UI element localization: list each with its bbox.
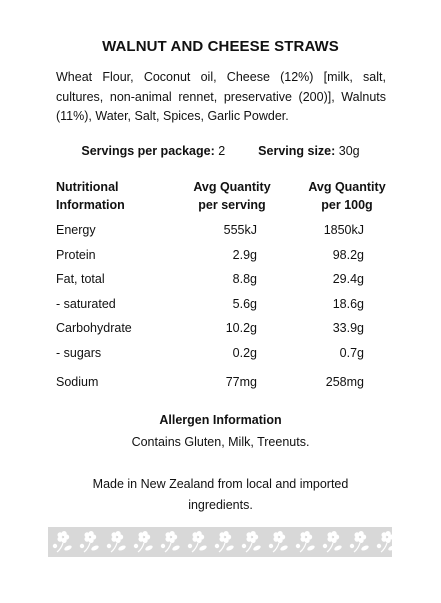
nutrient-per-100g: 18.6g — [332, 296, 364, 311]
nutrition-row-sodium — [56, 370, 396, 395]
flower-icon — [323, 531, 343, 552]
flower-icon — [215, 531, 235, 552]
nutrition-header — [56, 178, 396, 218]
allergen-text: Contains Gluten, Milk, Treenuts. — [131, 435, 310, 449]
nutrient-per-serving: 10.2g — [225, 321, 257, 335]
nutrient-per-serving: 0.2g — [232, 345, 257, 360]
header-per-100g: Avg Quantity per 100g — [308, 180, 386, 212]
nutrient-per-serving: 77mg — [225, 375, 257, 389]
nutrition-row-protein — [56, 243, 396, 268]
nutrition-table — [56, 178, 396, 395]
nutrient-per-serving: 555kJ — [223, 223, 257, 237]
flower-icon — [377, 531, 392, 552]
nutrient-name: Sodium — [56, 375, 99, 389]
header-per-serving: Avg Quantity per serving — [193, 180, 271, 212]
nutrient-per-100g: 1850kJ — [323, 223, 364, 237]
nutrient-name: - saturated — [56, 296, 116, 311]
nutrient-per-100g: 33.9g — [332, 321, 364, 335]
nutrient-per-100g: 258mg — [325, 375, 364, 389]
servings-info — [0, 144, 441, 158]
flower-icon — [188, 531, 208, 552]
origin-line-2: ingredients. — [188, 498, 253, 512]
nutrient-per-serving: 8.8g — [232, 272, 257, 286]
nutrient-name: Energy — [56, 223, 96, 237]
flower-icon — [53, 531, 73, 552]
allergen-title: Allergen Information — [159, 413, 282, 427]
flower-icon — [107, 531, 127, 552]
product-title: WALNUT AND CHEESE STRAWS — [102, 38, 339, 55]
flower-icon — [134, 531, 154, 552]
nutrient-name: Fat, total — [56, 272, 105, 286]
nutrition-row-energy — [56, 218, 396, 243]
nutrition-row-saturated — [56, 292, 396, 317]
nutrition-row-sugars — [56, 341, 396, 366]
flower-icon — [161, 531, 181, 552]
servings-per-package-value: 2 — [218, 144, 226, 158]
flower-icon — [269, 531, 289, 552]
header-nutritional-information: Nutritional Information — [56, 180, 125, 212]
servings-per-package-label: Servings per package: — [81, 144, 215, 158]
nutrient-per-100g: 29.4g — [332, 272, 364, 286]
flower-icon — [296, 531, 316, 552]
flower-pattern — [48, 527, 392, 557]
nutrient-name: Protein — [56, 247, 96, 262]
origin-statement — [70, 474, 371, 516]
origin-line-1: Made in New Zealand from local and imported — [92, 477, 349, 491]
nutrient-per-serving: 5.6g — [232, 296, 257, 311]
ingredients-list: Wheat Flour, Coconut oil, Cheese (12%) [milk, salt, cultures, non-animal rennet, preservative (200)], Walnuts (11%), Water, Salt, Spices, Garlic Powder. — [56, 70, 386, 123]
nutrient-name: Carbohydrate — [56, 321, 132, 335]
flower-icon — [242, 531, 262, 552]
serving-size-label: Serving size: — [258, 144, 336, 158]
nutrition-row-fat-total — [56, 267, 396, 292]
flower-icon — [80, 531, 100, 552]
nutrient-name: - sugars — [56, 345, 102, 360]
nutrient-per-100g: 98.2g — [332, 247, 364, 262]
flower-icon — [350, 531, 370, 552]
serving-size-value: 30g — [338, 144, 360, 158]
decorative-band — [48, 527, 392, 557]
nutrient-per-serving: 2.9g — [232, 247, 257, 262]
nutrient-per-100g: 0.7g — [339, 345, 364, 360]
nutrition-row-carbohydrate — [56, 316, 396, 341]
